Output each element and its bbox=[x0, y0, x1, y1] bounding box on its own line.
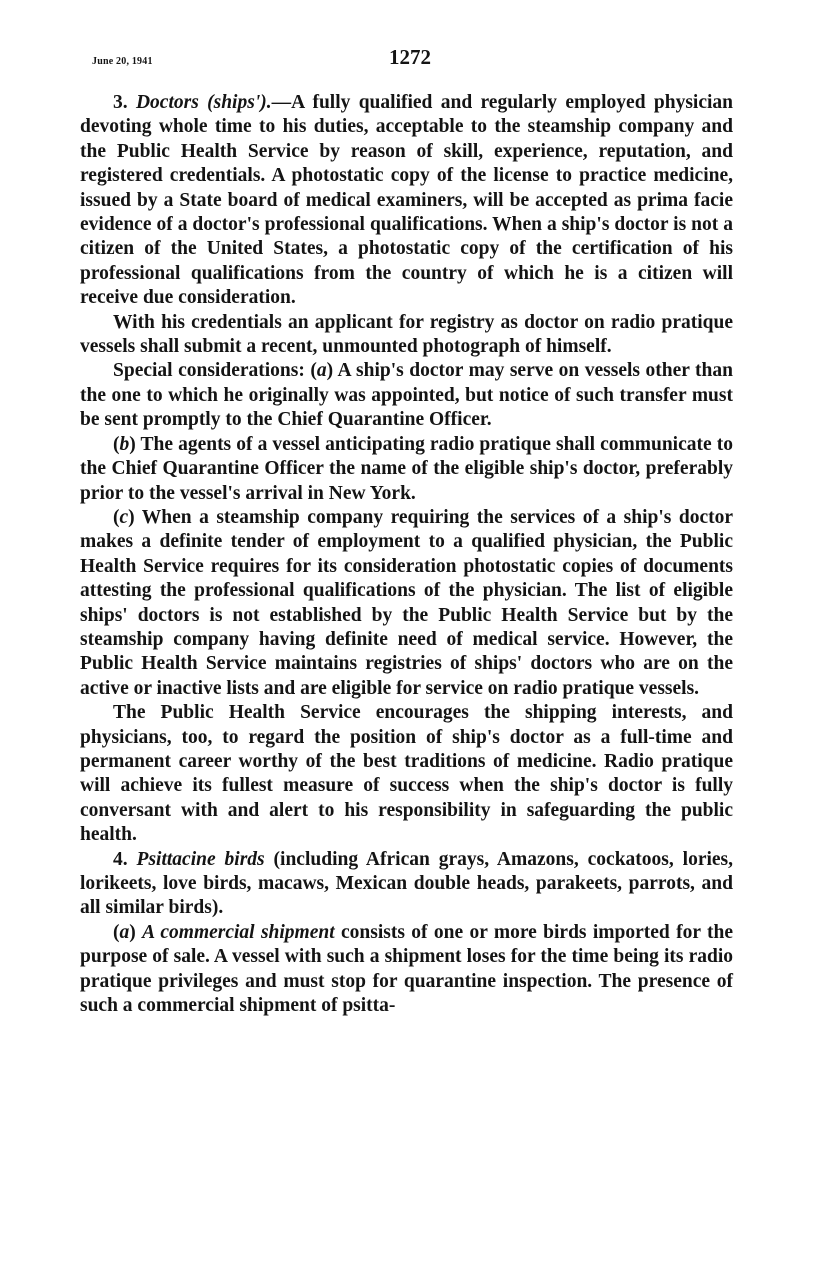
paragraph-credentials bbox=[80, 311, 733, 360]
paragraph-text: With his credentials an applicant for registry as doctor on radio pratique vessels shall submit a recent, unmounted photograph of himself. bbox=[80, 311, 733, 358]
paragraph-text: consists of one or more birds imported for the purpose of sale. A vessel with such a shipment loses for the time being its radio pratique privileges and must stop for quarantine inspection. The presence of such a commercial shipment of psitta- bbox=[80, 921, 733, 1017]
paragraph-agents: (b) The agents of a vessel anticipating radio pratique shall communicate to the Chief Quarantine Officer the name of the eligible ship's doctor, preferably prior to the vessel's arrival in New York. bbox=[80, 433, 733, 504]
header-date: June 20, 1941 bbox=[92, 56, 153, 67]
paragraph-text: ) When a steamship company requiring the services of a ship's doctor makes a definite tender of employment to a qualified physician, the Public Health Service requires for its consideration photostatic copies of documents attesting the professional qualifications of the physician. The list of eligible ships' doctors is not established by the Public Health Service but by the steamship company having definite need of medical service. However, the Public Health Service maintains registries of ships' doctors who are on the active or inactive lists and are eligible for service on radio pratique vessels. bbox=[80, 506, 733, 699]
paragraph-employment: (c) When a steamship company requiring the services of a ship's doctor makes a definite tender of employment to a qualified physician, the Public Health Service requires for its consideration photostatic copies of documents attesting the professional qualifications of the physician. The list of eligible ships' doctors is not established by the Public Health Service but by the steamship company having definite need of medical service. However, the Public Health Service maintains registries of ships' doctors who are on the active or inactive lists and are eligible for service on radio pratique vessels. bbox=[80, 506, 733, 699]
item-marker: c bbox=[119, 506, 129, 528]
section-title: Doctors (ships'). bbox=[135, 92, 272, 113]
paragraph-psittacine-birds bbox=[80, 848, 733, 921]
section-number: 3. bbox=[113, 92, 128, 113]
paragraph-commercial-shipment: (a) A commercial shipment consists of one or more birds imported for the purpose of sale. A vessel with such a shipment loses for the time being its radio pratique privileges and must stop for quarantine inspection. The presence of such a commercial shipment of psitta- bbox=[80, 921, 733, 1017]
section-title: Psittacine birds bbox=[136, 848, 265, 870]
page-number: 1272 bbox=[389, 45, 431, 69]
item-marker: a bbox=[316, 360, 327, 382]
paragraph-text: ) A ship's doctor may serve on vessels other than the one to which he originally was appointed, but notice of such transfer must be sent promptly to the Chief Quarantine Officer. bbox=[80, 360, 733, 431]
paragraph-encouragement bbox=[80, 701, 733, 847]
paragraph-doctors bbox=[80, 91, 733, 311]
item-marker: b bbox=[119, 433, 130, 455]
section-title: A commercial shipment bbox=[142, 921, 335, 943]
body-text bbox=[80, 91, 733, 1018]
item-marker: a bbox=[119, 921, 130, 943]
section-number: 4. bbox=[113, 848, 128, 870]
paragraph-text: The Public Health Service encourages the shipping interests, and physicians, too, to regard the position of ship's doctor as a full-time and permanent career worthy of the best traditions of medicine. Radio pratique will achieve its fullest measure of success when the ship's doctor is fully conversant with and alert to his responsibility in safeguarding the public health. bbox=[80, 702, 733, 846]
paragraph-text: —A fully qualified and regularly employed physician devoting whole time to his duties, acceptable to the steamship company and the Public Health Service by reason of skill, experience, reputation, and registered credentials. A photostatic copy of the license to practice medicine, issued by a State board of medical examiners, will be accepted as prima facie evidence of a doctor's professional qualifications. When a ship's doctor is not a citizen of the United States, a photostatic copy of the certification of his professional qualifications from the country of which he is a citizen will receive due consideration. bbox=[80, 92, 733, 309]
paragraph-text: (including African grays, Amazons, cockatoos, lories, lorikeets, love birds, macaws, Mexican double heads, parakeets, parrots, and all similar birds). bbox=[80, 848, 734, 919]
paragraph-special-considerations: Special considerations: (a) A ship's doctor may serve on vessels other than the one to which he originally was appointed, but notice of such transfer must be sent promptly to the Chief Quarantine Officer. bbox=[80, 360, 733, 431]
paragraph-text: ) The agents of a vessel anticipating radio pratique shall communicate to the Chief Quarantine Officer the name of the eligible ship's doctor, preferably prior to the vessel's arrival in New York. bbox=[80, 433, 733, 504]
